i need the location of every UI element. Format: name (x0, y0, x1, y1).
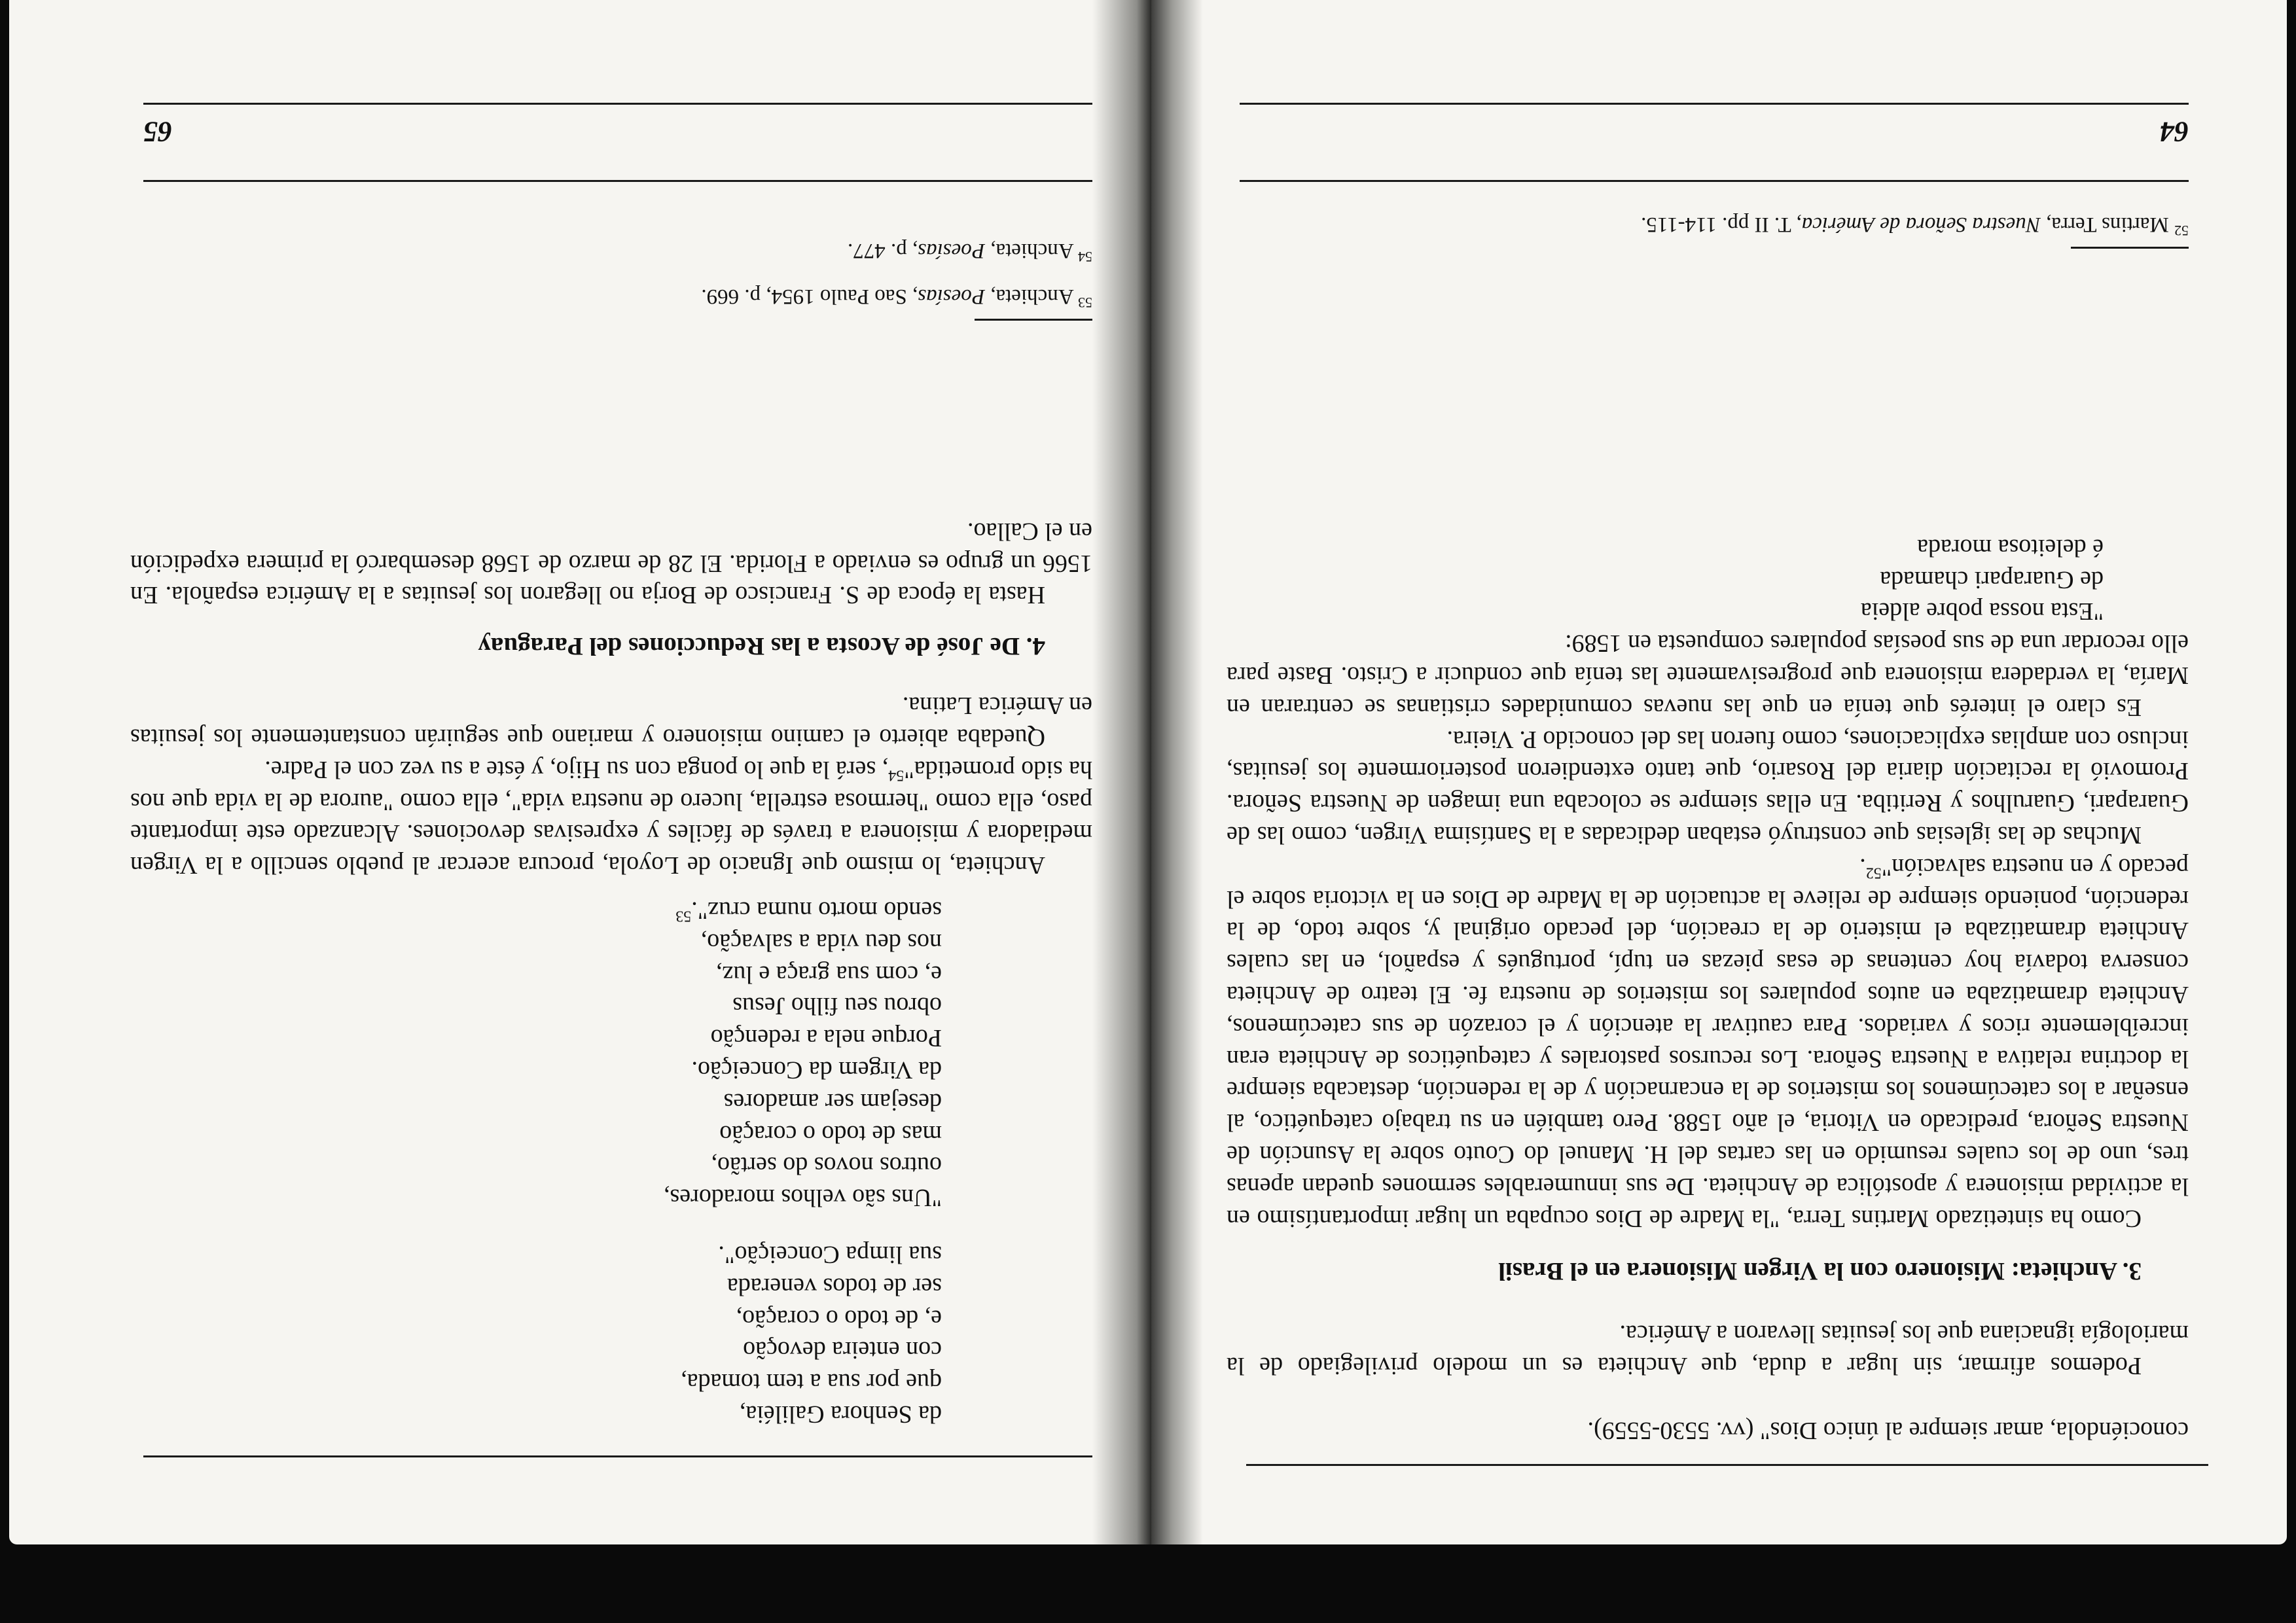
footnote-title: Nuestra Señora de América (1801, 213, 2041, 236)
footnote-ref: 54 (888, 766, 905, 784)
poem-line: de Guarapari chamada (1880, 565, 2104, 594)
footnote-ref: 52 (1865, 864, 1882, 882)
poem-line: "Uns são velhos moradores, (664, 1184, 942, 1212)
bottom-rule (1240, 180, 2189, 182)
footnote-rest: , T. II pp. 114-115. (1641, 213, 1802, 236)
poem-line: con enteira devoção (743, 1336, 942, 1364)
book-gutter-shadow (1151, 0, 1203, 1544)
page-65-body (130, 515, 1092, 1430)
bottom-rule (1240, 103, 2189, 105)
poem-line-text: sendo morto numa cruz". (691, 897, 942, 925)
page-number: 64 (2160, 116, 2189, 148)
footnote-number: 53 (1078, 294, 1092, 311)
paragraph (130, 753, 1092, 881)
paragraph: Es claro el interés que tenía en que las nuevas comunidades cristianas se centraran en María, la verdadera misionera que progresivamente las tenía que conducir a Cristo. Baste para ello recordar una de sus poesías populares compuesta en 1589: (1227, 630, 2189, 721)
poem (130, 1238, 1092, 1430)
poem-line: desejam ser amadores (723, 1088, 942, 1116)
poem-line: "Esta nossa pobre aldeia (1860, 597, 2104, 626)
poem (130, 894, 1092, 1213)
poem-line (130, 894, 942, 926)
paragraph-text-end: , será la que lo ponga con su Hijo, y éste a su vez con el Padre. (264, 755, 889, 783)
paragraph: Hasta la época de S. Francisco de Borja no llegaron los jesuitas a la América española. En 1566 un grupo es enviado a Florida. El 28 de marzo de 1568 desembarcó la primera expedición en el Callao. (130, 517, 1092, 609)
footnote-title: Poesías (918, 239, 985, 262)
intro-paragraph: conociéndola, amar siempre al único Dios" (vv. 5530-5559). (1587, 1417, 2189, 1444)
footnote (143, 236, 1092, 265)
footnote-number: 52 (2174, 223, 2189, 239)
paragraph-text: Anchieta, lo mismo que Ignacio de Loyola, procura acercar al pueblo sencillo a la Virgen mediadora y misionera a través de fáciles y expresivas devociones. Alcanzado este importante paso, ella como "hermosa estrella, lucero de nuestra vida", ella como "aurora de la vida que nos ha sido prometida" (130, 755, 1092, 880)
section-heading: 3. Anchieta: Misionero con la Virgen Misionera en el Brasil (1498, 1257, 2142, 1285)
paragraph: Quedaba abierto el camino misionero y mariano que seguirán constantemente los jesuitas en América Latina. (130, 692, 1092, 752)
footnote-author: Martins Terra, (2040, 213, 2169, 236)
paragraph: Como ha sintetizado Martins Terra, "la Madre de Dios ocupaba un lugar importantísimo en la actividad misionera y apostólica de Anchieta. De sus innumerables sermones quedan apenas tres, uno de los cuales resumido en las cartas del H. Manuel do Couto sobre la Asunción de Nuestra Señora, predicado en Vitoria, el año 1588. Pero también en su trabajo catequético, al enseñar a los catecúmenos los misterios de la encarnación y de la redención, destacaba siempre la doctrina relativa a Nuestra Señora. Los recursos pastorales y catequéticos de Anchieta eran increíblemente ricos y variados. Para cautivar la atención y el corazón de sus catecúmenos, Anchieta dramatizaba en autos populares los misterios de nuestra fe. El teatro de Anchieta conserva todavía hoy centenas de esas piezas en tupí, portugués y español, en las cuales Anchieta dramatizaba el misterio de la creación, del pecado original y, sobre todo, de la redención, poniendo siempre de relieve la actuación de la Madre de Dios en la victoria sobre el pecado y en nuestra salvación"$^{52}$. (1227, 853, 2189, 1232)
footnote-title: Poesías (918, 285, 985, 308)
poem-line: Porque nela a redenção (710, 1024, 942, 1052)
footnote-author: Anchieta, (984, 239, 1074, 262)
poem-line: e, com sua graça e luz, (716, 960, 942, 988)
footnote-rule (2071, 247, 2189, 249)
footnote-rule (975, 319, 1092, 321)
footnote (1240, 210, 2189, 239)
poem-line: ser de todos venerada (726, 1272, 942, 1300)
poem (1227, 531, 2189, 627)
book-gutter-shadow (1092, 0, 1151, 1544)
bottom-rule (143, 103, 1092, 105)
page-64 (1151, 0, 2287, 1544)
poem-line: outros novos do sertão, (711, 1152, 942, 1180)
poem-line: é deleitosa morada (1917, 533, 2104, 562)
page-65 (9, 0, 1151, 1544)
paragraph: Podemos afirmar, sin lugar a duda, que Anchieta es un modelo privilegiado de la mariología ignaciana que los jesuitas llevaron a América. (1227, 1320, 2189, 1380)
bottom-rule (143, 180, 1092, 182)
poem-line: nos deu vida a salvação, (700, 928, 942, 956)
page-64-body (1227, 531, 2189, 1446)
top-rule (143, 1455, 1092, 1457)
footnote (143, 282, 1092, 311)
footnote-rest: , Sao Paulo 1954, p. 669. (701, 285, 918, 308)
poem-line: sua limpa Conceição". (718, 1241, 942, 1269)
footnote-author: Anchieta, (984, 285, 1074, 308)
footnote-rest: , p. 477. (848, 239, 918, 262)
poem-line: da Virgem da Conceição. (691, 1056, 942, 1084)
footnote-number: 54 (1078, 249, 1092, 265)
top-rule (1246, 1464, 2208, 1466)
paragraph: Muchas de las iglesias que construyó estaban dedicadas a la Santísima Virgen, como las de Guarapari, Guarulhos y Reritiba. En ellas siempre se colocaba una imagen de Nuestra Señora. Promovió la recitación diaria del Rosario, que tanto extendieron posteriormente los jesuitas, incluso con amplias explicaciones, como fueron las del conocido P. Vieira. (1227, 725, 2189, 849)
poem-line: e, de todo o coração, (736, 1304, 942, 1332)
poem-line: obrou seu filho Jesus (732, 992, 942, 1020)
poem-line: mas de todo o coração (719, 1120, 942, 1148)
section-heading: 4. De José de Acosta a las Reducciones del Paraguay (478, 632, 1045, 661)
paragraph-text: Como ha sintetizado Martins Terra, "la Madre de Dios ocupaba un lugar importantísimo en la actividad misionera y apostólica de Anchieta. De sus innumerables sermones quedan apenas tres, uno de los cuales resumido en las cartas del H. Manuel do Couto sobre la Asunción de Nuestra Señora, predicado en Vitoria, el año 1588. Pero también en su trabajo catequético, al enseñar a los catecúmenos los misterios de la encarnación y de la redención, destacaba siempre la doctrina relativa a Nuestra Señora. Los recursos pastorales y catequéticos de Anchieta eran increíblemente ricos y variados. Para cautivar la atención y el corazón de sus catecúmenos, Anchieta dramatizaba en autos populares los misterios de nuestra fe. El teatro de Anchieta conserva todavía hoy centenas de esas piezas en tupí, portugués y español, en las cuales Anchieta dramatizaba el misterio de la creación, del pecado original y, sobre todo, de la redención, poniendo siempre de relieve la actuación de la Madre de Dios en la victoria sobre el pecado y en nuestra salvación" (1227, 853, 2189, 1232)
poem-line: da Senhora Galiléia, (739, 1400, 942, 1428)
page-number: 65 (143, 116, 172, 148)
poem-line: que por sua a tem tomada, (681, 1368, 942, 1397)
footnote-ref: 53 (675, 907, 692, 925)
